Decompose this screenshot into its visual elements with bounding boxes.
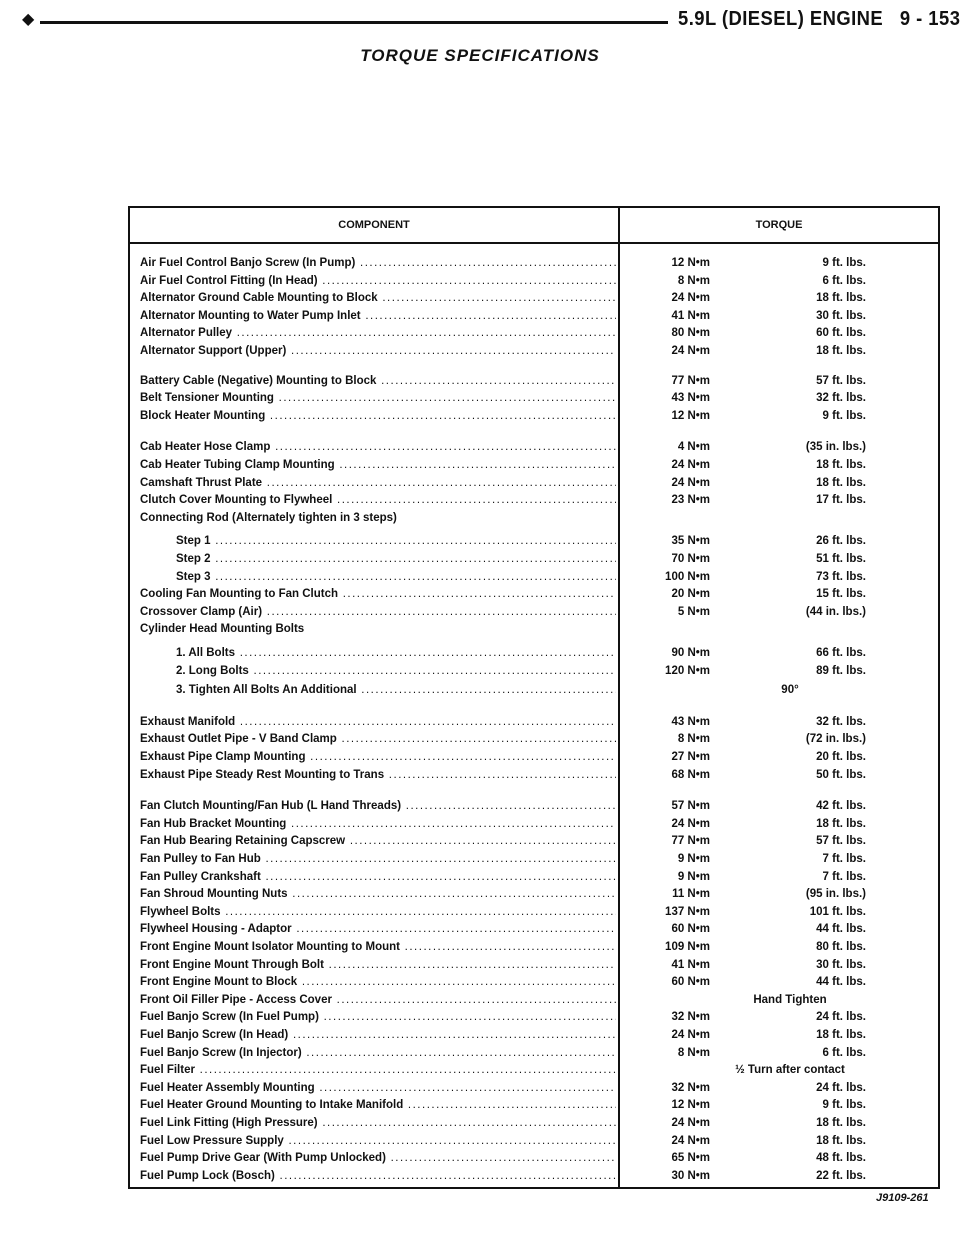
torque-nm-cell: 24 N•m (671, 1117, 710, 1129)
torque-nm-cell: 35 N•m (671, 535, 710, 547)
table-row (130, 438, 938, 456)
component-cell: Fuel Heater Ground Mounting to Intake Manifold ..... (140, 1096, 616, 1114)
table-row (130, 748, 938, 766)
torque-nm-cell: 41 N•m (671, 310, 710, 322)
torque-ftlb-cell: (72 in. lbs.) (805, 733, 866, 745)
torque-ftlb-cell: (35 in. lbs.) (805, 441, 866, 453)
torque-ftlb-cell: 7 ft. lbs. (822, 871, 866, 883)
torque-nm-cell: 32 N•m (671, 1011, 710, 1023)
component-cell: Crossover Clamp (Air) ..... (140, 603, 616, 621)
torque-note-cell: 90° (781, 684, 799, 696)
table-row (130, 372, 938, 390)
component-cell: Cooling Fan Mounting to Fan Clutch ..... (140, 585, 616, 603)
torque-ftlb-cell: 9 ft. lbs. (822, 410, 866, 422)
component-cell: Flywheel Housing - Adaptor ..... (140, 920, 616, 938)
table-row (130, 456, 938, 474)
table-row (130, 474, 938, 492)
torque-ftlb-cell: 60 ft. lbs. (816, 327, 866, 339)
component-cell: Exhaust Pipe Steady Rest Mounting to Trans ..... (140, 766, 616, 784)
component-cell: Fuel Banjo Screw (In Injector) ..... (140, 1044, 616, 1062)
torque-ftlb-cell: 18 ft. lbs. (816, 345, 866, 357)
component-cell: Fuel Banjo Screw (In Fuel Pump) ..... (140, 1008, 616, 1026)
table-row (130, 885, 938, 903)
torque-note-cell: ½ Turn after contact (735, 1064, 845, 1076)
component-cell: Fan Hub Bracket Mounting ..... (140, 815, 616, 833)
table-row (130, 973, 938, 991)
torque-ftlb-cell: 57 ft. lbs. (816, 835, 866, 847)
table-row (130, 713, 938, 731)
table-row (130, 509, 938, 527)
torque-nm-cell: 20 N•m (671, 588, 710, 600)
table-row (130, 568, 938, 586)
torque-nm-cell: 109 N•m (665, 941, 710, 953)
torque-nm-cell: 8 N•m (677, 275, 710, 287)
torque-nm-cell: 24 N•m (671, 1029, 710, 1041)
column-header-component: COMPONENT (338, 219, 410, 231)
component-cell: Fuel Link Fitting (High Pressure) ..... (140, 1114, 616, 1132)
table-row (130, 307, 938, 325)
torque-ftlb-cell: 18 ft. lbs. (816, 1029, 866, 1041)
component-cell: Fan Clutch Mounting/Fan Hub (L Hand Threads) ..... (140, 797, 616, 815)
component-cell: Alternator Ground Cable Mounting to Block ..... (140, 289, 616, 307)
table-row (130, 766, 938, 784)
component-cell: Front Engine Mount Isolator Mounting to Mount ..... (140, 938, 616, 956)
torque-nm-cell: 57 N•m (671, 800, 710, 812)
torque-nm-cell: 8 N•m (677, 1047, 710, 1059)
torque-nm-cell: 9 N•m (677, 853, 710, 865)
torque-nm-cell: 8 N•m (677, 733, 710, 745)
component-cell: Alternator Pulley ..... (140, 324, 616, 342)
table-row (130, 550, 938, 568)
component-cell: Flywheel Bolts ..... (140, 903, 616, 921)
torque-nm-cell: 77 N•m (671, 835, 710, 847)
torque-nm-cell: 137 N•m (665, 906, 710, 918)
component-cell: Air Fuel Control Fitting (In Head) ..... (140, 272, 616, 290)
table-row (130, 620, 938, 638)
torque-ftlb-cell: 44 ft. lbs. (816, 976, 866, 988)
table-row (130, 1026, 938, 1044)
torque-nm-cell: 43 N•m (671, 716, 710, 728)
torque-ftlb-cell: 51 ft. lbs. (816, 553, 866, 565)
torque-ftlb-cell: 89 ft. lbs. (816, 665, 866, 677)
torque-ftlb-cell: 18 ft. lbs. (816, 477, 866, 489)
header-diamond-icon: ◆ (22, 11, 35, 28)
torque-nm-cell: 65 N•m (671, 1152, 710, 1164)
component-cell: Front Engine Mount to Block ..... (140, 973, 616, 991)
torque-ftlb-cell: 24 ft. lbs. (816, 1011, 866, 1023)
table-row (130, 850, 938, 868)
component-cell: Fuel Pump Drive Gear (With Pump Unlocked) ..... (140, 1149, 616, 1167)
torque-ftlb-cell: 48 ft. lbs. (816, 1152, 866, 1164)
torque-nm-cell: 9 N•m (677, 871, 710, 883)
component-cell: Exhaust Pipe Clamp Mounting ..... (140, 748, 616, 766)
table-row (130, 662, 938, 680)
torque-nm-cell: 23 N•m (671, 494, 710, 506)
table-row (130, 532, 938, 550)
table-row (130, 681, 938, 699)
table-row (130, 1167, 938, 1185)
table-row (130, 797, 938, 815)
component-cell: Fuel Pump Lock (Bosch) ..... (140, 1167, 616, 1185)
torque-nm-cell: 4 N•m (677, 441, 710, 453)
torque-ftlb-cell: (44 in. lbs.) (805, 606, 866, 618)
component-cell: Fan Hub Bearing Retaining Capscrew ..... (140, 832, 616, 850)
component-cell: Battery Cable (Negative) Mounting to Block ..... (140, 372, 616, 390)
torque-nm-cell: 12 N•m (671, 410, 710, 422)
table-row (130, 1096, 938, 1114)
table-row (130, 289, 938, 307)
torque-ftlb-cell: (95 in. lbs.) (805, 888, 866, 900)
table-row (130, 730, 938, 748)
torque-ftlb-cell: 9 ft. lbs. (822, 1099, 866, 1111)
torque-nm-cell: 24 N•m (671, 345, 710, 357)
torque-nm-cell: 60 N•m (671, 923, 710, 935)
table-row (130, 1132, 938, 1150)
torque-nm-cell: 11 N•m (672, 888, 710, 900)
torque-ftlb-cell: 6 ft. lbs. (822, 1047, 866, 1059)
torque-ftlb-cell: 18 ft. lbs. (816, 292, 866, 304)
torque-note-cell: Hand Tighten (753, 994, 827, 1006)
torque-table (128, 206, 940, 1189)
component-cell: Fuel Banjo Screw (In Head) ..... (140, 1026, 616, 1044)
table-row (130, 903, 938, 921)
component-cell: Front Engine Mount Through Bolt ..... (140, 956, 616, 974)
component-cell: Belt Tensioner Mounting ..... (140, 389, 616, 407)
torque-ftlb-cell: 9 ft. lbs. (822, 257, 866, 269)
torque-nm-cell: 80 N•m (671, 327, 710, 339)
torque-nm-cell: 90 N•m (671, 647, 710, 659)
torque-ftlb-cell: 30 ft. lbs. (816, 959, 866, 971)
torque-ftlb-cell: 18 ft. lbs. (816, 459, 866, 471)
table-row (130, 254, 938, 272)
torque-nm-cell: 24 N•m (671, 818, 710, 830)
torque-ftlb-cell: 66 ft. lbs. (816, 647, 866, 659)
component-cell: 3. Tighten All Bolts An Additional ..... (176, 681, 616, 699)
table-row (130, 1061, 938, 1079)
table-row (130, 832, 938, 850)
header-rule (40, 21, 668, 24)
table-row (130, 868, 938, 886)
torque-nm-cell: 32 N•m (671, 1082, 710, 1094)
table-row (130, 585, 938, 603)
component-cell: Cab Heater Tubing Clamp Mounting ..... (140, 456, 616, 474)
table-row (130, 644, 938, 662)
torque-ftlb-cell: 18 ft. lbs. (816, 818, 866, 830)
section-header: 5.9L (DIESEL) ENGINE 9 - 153 (678, 8, 960, 30)
torque-nm-cell: 27 N•m (671, 751, 710, 763)
component-cell: Fan Pulley Crankshaft ..... (140, 868, 616, 886)
component-cell: Connecting Rod (Alternately tighten in 3 steps) (140, 512, 397, 524)
table-row (130, 991, 938, 1009)
table-row (130, 920, 938, 938)
torque-nm-cell: 24 N•m (671, 1135, 710, 1147)
torque-ftlb-cell: 22 ft. lbs. (816, 1170, 866, 1182)
torque-ftlb-cell: 7 ft. lbs. (822, 853, 866, 865)
torque-nm-cell: 12 N•m (671, 257, 710, 269)
table-row (130, 389, 938, 407)
torque-nm-cell: 41 N•m (671, 959, 710, 971)
component-cell: Fuel Low Pressure Supply ..... (140, 1132, 616, 1150)
table-row (130, 956, 938, 974)
table-row (130, 1114, 938, 1132)
component-cell: Fan Shroud Mounting Nuts ..... (140, 885, 616, 903)
torque-ftlb-cell: 24 ft. lbs. (816, 1082, 866, 1094)
component-cell: Exhaust Outlet Pipe - V Band Clamp ..... (140, 730, 616, 748)
torque-ftlb-cell: 73 ft. lbs. (816, 571, 866, 583)
page-title: TORQUE SPECIFICATIONS (360, 46, 600, 65)
component-cell: Step 3 ..... (176, 568, 616, 586)
component-cell: Fan Pulley to Fan Hub ..... (140, 850, 616, 868)
torque-nm-cell: 120 N•m (665, 665, 710, 677)
component-cell: Fuel Filter ..... (140, 1061, 616, 1079)
table-row (130, 603, 938, 621)
table-row (130, 342, 938, 360)
torque-ftlb-cell: 57 ft. lbs. (816, 375, 866, 387)
component-cell: Step 2 ..... (176, 550, 616, 568)
component-cell: 1. All Bolts ..... (176, 644, 616, 662)
table-row (130, 272, 938, 290)
torque-ftlb-cell: 18 ft. lbs. (816, 1135, 866, 1147)
torque-ftlb-cell: 18 ft. lbs. (816, 1117, 866, 1129)
torque-nm-cell: 24 N•m (671, 477, 710, 489)
torque-ftlb-cell: 20 ft. lbs. (816, 751, 866, 763)
component-cell: Fuel Heater Assembly Mounting ..... (140, 1079, 616, 1097)
component-cell: Front Oil Filler Pipe - Access Cover ..... (140, 991, 616, 1009)
component-cell: Step 1 ..... (176, 532, 616, 550)
torque-ftlb-cell: 6 ft. lbs. (822, 275, 866, 287)
table-row (130, 491, 938, 509)
torque-ftlb-cell: 17 ft. lbs. (816, 494, 866, 506)
torque-nm-cell: 24 N•m (671, 459, 710, 471)
table-row (130, 1079, 938, 1097)
table-row (130, 1044, 938, 1062)
torque-nm-cell: 70 N•m (671, 553, 710, 565)
torque-ftlb-cell: 15 ft. lbs. (816, 588, 866, 600)
component-cell: Cylinder Head Mounting Bolts (140, 623, 305, 635)
component-cell: Exhaust Manifold ..... (140, 713, 616, 731)
component-cell: Clutch Cover Mounting to Flywheel ..... (140, 491, 616, 509)
column-header-torque: TORQUE (755, 219, 803, 231)
component-cell: Cab Heater Hose Clamp ..... (140, 438, 616, 456)
component-cell: Air Fuel Control Banjo Screw (In Pump) ..... (140, 254, 616, 272)
torque-nm-cell: 68 N•m (671, 769, 710, 781)
table-row (130, 815, 938, 833)
torque-ftlb-cell: 26 ft. lbs. (816, 535, 866, 547)
torque-ftlb-cell: 32 ft. lbs. (816, 716, 866, 728)
torque-nm-cell: 5 N•m (677, 606, 710, 618)
figure-code: J9109-261 (876, 1192, 929, 1204)
torque-nm-cell: 100 N•m (665, 571, 710, 583)
torque-ftlb-cell: 50 ft. lbs. (816, 769, 866, 781)
table-row (130, 938, 938, 956)
torque-nm-cell: 12 N•m (671, 1099, 710, 1111)
header-divider (130, 242, 938, 244)
component-cell: Camshaft Thrust Plate ..... (140, 474, 616, 492)
torque-ftlb-cell: 42 ft. lbs. (816, 800, 866, 812)
table-row (130, 1008, 938, 1026)
table-row (130, 1149, 938, 1167)
table-row (130, 407, 938, 425)
torque-nm-cell: 30 N•m (671, 1170, 710, 1182)
torque-nm-cell: 43 N•m (671, 392, 710, 404)
torque-nm-cell: 77 N•m (671, 375, 710, 387)
torque-ftlb-cell: 44 ft. lbs. (816, 923, 866, 935)
table-row (130, 324, 938, 342)
component-cell: 2. Long Bolts ..... (176, 662, 616, 680)
torque-nm-cell: 24 N•m (671, 292, 710, 304)
torque-nm-cell: 60 N•m (671, 976, 710, 988)
component-cell: Alternator Mounting to Water Pump Inlet ..... (140, 307, 616, 325)
component-cell: Alternator Support (Upper) ..... (140, 342, 616, 360)
torque-ftlb-cell: 32 ft. lbs. (816, 392, 866, 404)
torque-ftlb-cell: 80 ft. lbs. (816, 941, 866, 953)
component-cell: Block Heater Mounting ..... (140, 407, 616, 425)
torque-ftlb-cell: 101 ft. lbs. (809, 906, 866, 918)
torque-ftlb-cell: 30 ft. lbs. (816, 310, 866, 322)
